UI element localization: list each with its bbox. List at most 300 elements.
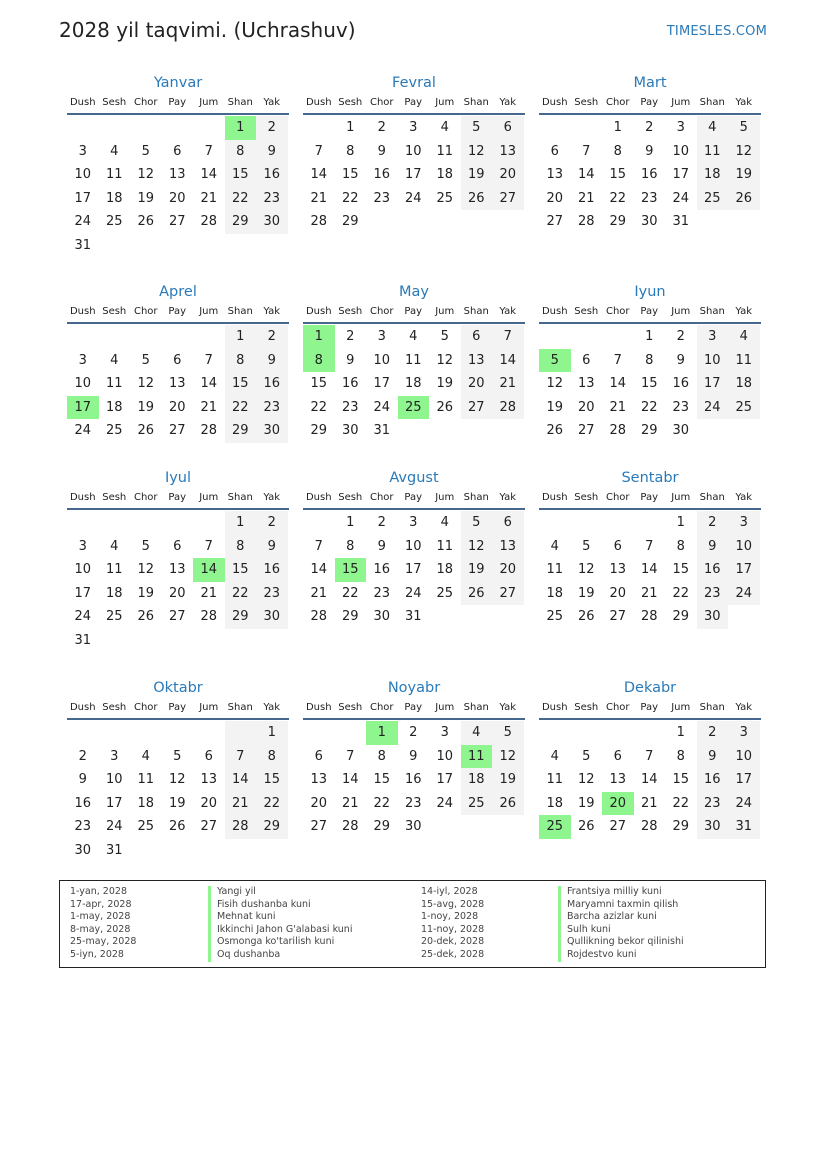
day-cell: 3	[409, 515, 418, 530]
day-cell: 25	[105, 423, 123, 439]
week-row	[303, 349, 525, 373]
month-mart	[539, 73, 761, 234]
week-row	[67, 419, 289, 443]
day-cell: 19	[137, 190, 155, 206]
day-cell: 26	[436, 399, 454, 415]
day-cell: 15	[225, 372, 257, 396]
day-cell: 4	[110, 143, 119, 159]
day-cell: 4	[728, 325, 760, 349]
empty-cell	[130, 839, 162, 863]
day-cell: 26	[137, 423, 155, 439]
day-cell: 16	[373, 167, 391, 183]
day-cell: 18	[546, 585, 564, 601]
weekday-label: Shan	[699, 97, 725, 108]
weekday-label: Sesh	[102, 702, 127, 713]
day-cell: 7	[645, 538, 654, 554]
month-name: Noyabr	[387, 680, 441, 696]
week-row	[67, 396, 289, 420]
legend-entry: 8-may, 2028	[70, 923, 131, 935]
legend-entry: 25-dek, 2028	[421, 948, 485, 960]
week-row	[539, 372, 761, 396]
day-cell: 7	[204, 538, 213, 554]
month-name: Iyul	[164, 470, 192, 486]
legend-entry: Barcha azizlar kuni	[558, 911, 684, 924]
day-cell: 27	[168, 423, 186, 439]
day-cell: 15	[672, 562, 690, 578]
empty-cell	[193, 234, 225, 258]
day-cell: 7	[225, 745, 257, 769]
weekday-label: Chor	[605, 492, 630, 503]
legend-entry: 14-iyl, 2028	[421, 886, 478, 897]
empty-cell	[492, 419, 524, 443]
legend-entry: 20-dek, 2028	[421, 936, 485, 948]
empty-cell	[162, 629, 194, 653]
day-cell: 10	[404, 538, 422, 554]
site-link[interactable]: TIMESLES.COM	[666, 24, 767, 39]
day-cell: 1	[303, 325, 335, 349]
day-cell: 11	[697, 140, 729, 164]
week-row	[67, 815, 289, 839]
empty-cell	[539, 325, 571, 349]
empty-cell	[225, 234, 257, 258]
day-cell: 6	[173, 352, 182, 368]
day-cell: 8	[645, 352, 654, 368]
weekday-label: Shan	[699, 492, 725, 503]
day-cell: 8	[676, 748, 685, 764]
day-cell: 25	[436, 585, 454, 601]
day-cell: 16	[404, 772, 422, 788]
month-may	[303, 282, 525, 443]
empty-cell	[539, 511, 571, 535]
day-cell: 28	[609, 423, 627, 439]
weekday-label: Dush	[69, 492, 96, 503]
empty-cell	[492, 210, 524, 234]
day-cell: 4	[440, 515, 449, 530]
day-cell: 26	[168, 819, 186, 835]
week-row	[539, 558, 761, 582]
week-row	[67, 511, 289, 535]
empty-cell	[571, 116, 603, 140]
day-cell: 28	[341, 819, 359, 835]
day-cell: 29	[640, 423, 658, 439]
day-cell: 29	[256, 815, 288, 839]
day-cell: 26	[728, 187, 760, 211]
day-cell: 27	[461, 396, 493, 420]
day-cell: 17	[697, 372, 729, 396]
weekday-label: Pay	[640, 97, 659, 108]
weekday-label: Sesh	[574, 306, 599, 317]
day-cell: 7	[314, 538, 323, 554]
empty-cell	[67, 325, 99, 349]
day-cell: 4	[550, 538, 559, 554]
week-row	[303, 396, 525, 420]
day-cell: 19	[168, 795, 186, 811]
day-cell: 6	[582, 352, 591, 368]
month-aprel	[67, 282, 289, 443]
week-row	[539, 815, 761, 839]
week-row	[303, 116, 525, 140]
legend-dates-left	[70, 886, 136, 962]
day-cell: 25	[697, 187, 729, 211]
day-cell: 1	[676, 515, 685, 530]
day-cell: 24	[697, 396, 729, 420]
day-cell: 28	[310, 609, 328, 625]
day-cell: 20	[602, 792, 634, 816]
weekday-label: Jum	[199, 97, 219, 108]
day-cell: 21	[341, 795, 359, 811]
empty-cell	[67, 511, 99, 535]
month-name: Avgust	[389, 470, 439, 486]
day-cell: 17	[67, 396, 99, 420]
day-cell: 27	[168, 214, 186, 230]
legend-entry: 25-may, 2028	[70, 936, 137, 948]
day-cell: 19	[137, 399, 155, 415]
day-cell: 1	[613, 120, 622, 135]
weekday-label: Jum	[671, 97, 691, 108]
weekday-label: Jum	[671, 306, 691, 317]
day-cell: 17	[404, 167, 422, 183]
empty-cell	[429, 210, 461, 234]
day-cell: 22	[609, 190, 627, 206]
week-row	[67, 582, 289, 606]
day-cell: 20	[577, 399, 595, 415]
day-cell: 11	[461, 745, 493, 769]
legend-entry: 11-noy, 2028	[421, 923, 485, 935]
weekday-label: Dush	[69, 97, 96, 108]
day-cell: 5	[539, 349, 571, 373]
weekday-label: Chor	[369, 492, 394, 503]
day-cell: 3	[440, 725, 449, 740]
weekday-label: Dush	[69, 702, 96, 713]
week-row	[539, 419, 761, 443]
day-cell: 28	[640, 609, 658, 625]
day-cell: 27	[200, 819, 218, 835]
day-cell: 29	[609, 214, 627, 230]
empty-cell	[539, 721, 571, 745]
day-cell: 3	[728, 511, 760, 535]
weekday-label: Dush	[541, 97, 568, 108]
day-cell: 6	[613, 748, 622, 764]
day-cell: 29	[225, 419, 257, 443]
week-row	[67, 605, 289, 629]
empty-cell	[225, 629, 257, 653]
day-cell: 4	[697, 116, 729, 140]
legend-entry: Qullikning bekor qilinishi	[558, 936, 684, 949]
day-cell: 14	[640, 562, 658, 578]
empty-cell	[99, 511, 131, 535]
day-cell: 14	[310, 562, 328, 578]
empty-cell	[99, 234, 131, 258]
week-row	[67, 745, 289, 769]
weekday-header	[67, 302, 289, 324]
day-cell: 12	[168, 772, 186, 788]
day-cell: 8	[225, 349, 257, 373]
day-cell: 20	[168, 190, 186, 206]
day-cell: 23	[697, 582, 729, 606]
day-cell: 31	[74, 632, 92, 648]
legend-entry: 5-iyn, 2028	[70, 948, 124, 960]
day-cell: 17	[74, 585, 92, 601]
month-name: Aprel	[159, 284, 197, 300]
weekday-label: Yak	[735, 492, 753, 503]
day-cell: 9	[697, 535, 729, 559]
week-row	[539, 582, 761, 606]
day-cell: 23	[373, 585, 391, 601]
week-row	[67, 372, 289, 396]
empty-cell	[429, 815, 461, 839]
day-cell: 23	[672, 399, 690, 415]
day-cell: 20	[492, 558, 524, 582]
day-cell: 23	[697, 792, 729, 816]
week-row	[539, 768, 761, 792]
weekday-label: Sesh	[574, 492, 599, 503]
day-cell: 12	[546, 376, 564, 392]
day-cell: 10	[74, 167, 92, 183]
empty-cell	[571, 511, 603, 535]
week-row	[67, 325, 289, 349]
empty-cell	[634, 511, 666, 535]
day-cell: 20	[609, 585, 627, 601]
day-cell: 1	[225, 325, 257, 349]
weekday-label: Yak	[735, 97, 753, 108]
weekday-header	[539, 302, 761, 324]
day-cell: 17	[728, 768, 760, 792]
empty-cell	[130, 511, 162, 535]
weekday-label: Jum	[199, 306, 219, 317]
day-cell: 3	[78, 352, 87, 368]
day-cell: 1	[225, 116, 257, 140]
week-row	[539, 605, 761, 629]
day-cell: 2	[697, 721, 729, 745]
day-cell: 15	[225, 163, 257, 187]
week-row	[303, 419, 525, 443]
day-cell: 28	[200, 609, 218, 625]
day-cell: 21	[577, 190, 595, 206]
day-cell: 5	[141, 352, 150, 368]
day-cell: 12	[492, 745, 524, 769]
day-cell: 20	[200, 795, 218, 811]
week-row	[67, 187, 289, 211]
day-cell: 15	[609, 167, 627, 183]
day-cell: 18	[105, 190, 123, 206]
weekday-label: Jum	[671, 702, 691, 713]
week-row	[67, 721, 289, 745]
month-sentabr	[539, 468, 761, 629]
day-cell: 22	[341, 585, 359, 601]
day-cell: 18	[436, 562, 454, 578]
day-cell: 12	[137, 562, 155, 578]
weekday-label: Sesh	[338, 702, 363, 713]
day-cell: 17	[728, 558, 760, 582]
week-row	[539, 396, 761, 420]
legend-entry: Yangi yil	[208, 886, 352, 899]
day-cell: 21	[200, 585, 218, 601]
day-cell: 14	[492, 349, 524, 373]
day-cell: 15	[341, 167, 359, 183]
weekday-label: Yak	[499, 306, 517, 317]
month-noyabr	[303, 678, 525, 839]
day-cell: 30	[256, 210, 288, 234]
day-cell: 11	[436, 538, 454, 554]
empty-cell	[303, 511, 335, 535]
legend-entry: Osmonga ko'tarilish kuni	[208, 936, 352, 949]
month-name: Mart	[633, 75, 667, 91]
weekday-label: Shan	[227, 306, 253, 317]
day-cell: 24	[436, 795, 454, 811]
day-cell: 7	[492, 325, 524, 349]
month-name: Fevral	[392, 75, 436, 91]
weekday-label: Yak	[735, 306, 753, 317]
weekday-label: Pay	[168, 306, 187, 317]
week-row	[303, 163, 525, 187]
day-cell: 9	[697, 745, 729, 769]
day-cell: 19	[492, 768, 524, 792]
day-cell: 14	[640, 772, 658, 788]
day-cell: 16	[373, 562, 391, 578]
weekday-label: Sesh	[338, 306, 363, 317]
month-name: Dekabr	[623, 680, 677, 696]
weekday-label: Chor	[133, 97, 158, 108]
empty-cell	[162, 721, 194, 745]
day-cell: 12	[436, 352, 454, 368]
day-cell: 11	[436, 143, 454, 159]
day-cell: 26	[577, 609, 595, 625]
weekday-label: Sesh	[574, 97, 599, 108]
day-cell: 25	[461, 792, 493, 816]
weekday-label: Dush	[541, 492, 568, 503]
day-cell: 11	[105, 562, 123, 578]
day-cell: 26	[577, 819, 595, 835]
weekday-label: Jum	[435, 97, 455, 108]
day-cell: 4	[409, 329, 418, 344]
day-cell: 23	[404, 795, 422, 811]
weekday-label: Chor	[369, 702, 394, 713]
weekday-label: Shan	[463, 306, 489, 317]
day-cell: 13	[609, 562, 627, 578]
legend-entry: Rojdestvo kuni	[558, 949, 684, 962]
day-cell: 30	[640, 214, 658, 230]
legend-names-left	[208, 886, 352, 962]
weekday-label: Shan	[227, 97, 253, 108]
week-row	[67, 163, 289, 187]
week-row	[303, 605, 525, 629]
day-cell: 10	[436, 748, 454, 764]
week-row	[303, 721, 525, 745]
day-cell: 20	[168, 585, 186, 601]
weekday-label: Pay	[404, 97, 423, 108]
month-name: Oktabr	[153, 680, 203, 696]
empty-cell	[728, 210, 760, 234]
day-cell: 17	[404, 562, 422, 578]
day-cell: 2	[377, 120, 386, 135]
day-cell: 29	[310, 423, 328, 439]
day-cell: 26	[137, 609, 155, 625]
day-cell: 29	[225, 605, 257, 629]
day-cell: 12	[137, 376, 155, 392]
day-cell: 27	[492, 187, 524, 211]
day-cell: 4	[110, 538, 119, 554]
day-cell: 31	[74, 237, 92, 253]
week-row	[67, 558, 289, 582]
day-cell: 18	[546, 795, 564, 811]
week-row	[303, 745, 525, 769]
day-cell: 23	[256, 187, 288, 211]
day-cell: 22	[256, 792, 288, 816]
day-cell: 13	[577, 376, 595, 392]
day-cell: 9	[256, 535, 288, 559]
day-cell: 10	[373, 352, 391, 368]
week-row	[67, 768, 289, 792]
empty-cell	[539, 116, 571, 140]
weekday-header	[67, 488, 289, 510]
day-cell: 23	[640, 190, 658, 206]
weekday-label: Yak	[263, 97, 281, 108]
day-cell: 18	[105, 399, 123, 415]
weekday-label: Pay	[640, 702, 659, 713]
weekday-header	[539, 488, 761, 510]
empty-cell	[602, 511, 634, 535]
day-cell: 21	[200, 190, 218, 206]
day-cell: 22	[225, 396, 257, 420]
day-cell: 15	[335, 558, 367, 582]
day-cell: 24	[728, 582, 760, 606]
empty-cell	[303, 721, 335, 745]
week-row	[539, 745, 761, 769]
day-cell: 28	[310, 214, 328, 230]
day-cell: 5	[582, 538, 591, 554]
day-cell: 22	[225, 187, 257, 211]
day-cell: 22	[310, 399, 328, 415]
day-cell: 8	[613, 143, 622, 159]
weekday-label: Yak	[499, 702, 517, 713]
empty-cell	[130, 116, 162, 140]
day-cell: 1	[346, 515, 355, 530]
day-cell: 30	[697, 605, 729, 629]
weekday-label: Shan	[227, 702, 253, 713]
day-cell: 16	[697, 768, 729, 792]
day-cell: 4	[461, 721, 493, 745]
day-cell: 21	[640, 795, 658, 811]
day-cell: 18	[105, 585, 123, 601]
day-cell: 14	[193, 558, 225, 582]
week-row	[67, 234, 289, 258]
day-cell: 9	[645, 143, 654, 159]
day-cell: 2	[256, 511, 288, 535]
empty-cell	[429, 419, 461, 443]
empty-cell	[728, 419, 760, 443]
day-cell: 6	[461, 325, 493, 349]
day-cell: 14	[577, 167, 595, 183]
day-cell: 17	[436, 772, 454, 788]
weekday-label: Yak	[263, 306, 281, 317]
week-row	[67, 535, 289, 559]
day-cell: 20	[492, 163, 524, 187]
weekday-header	[303, 93, 525, 115]
weekday-label: Pay	[168, 492, 187, 503]
weekday-label: Chor	[133, 306, 158, 317]
day-cell: 6	[173, 143, 182, 159]
day-cell: 27	[492, 582, 524, 606]
weekday-label: Yak	[499, 492, 517, 503]
weekday-label: Pay	[404, 492, 423, 503]
day-cell: 28	[200, 214, 218, 230]
day-cell: 1	[366, 721, 398, 745]
month-name: May	[399, 284, 429, 300]
day-cell: 29	[225, 210, 257, 234]
weekday-label: Sesh	[102, 306, 127, 317]
day-cell: 5	[582, 748, 591, 764]
day-cell: 25	[436, 190, 454, 206]
